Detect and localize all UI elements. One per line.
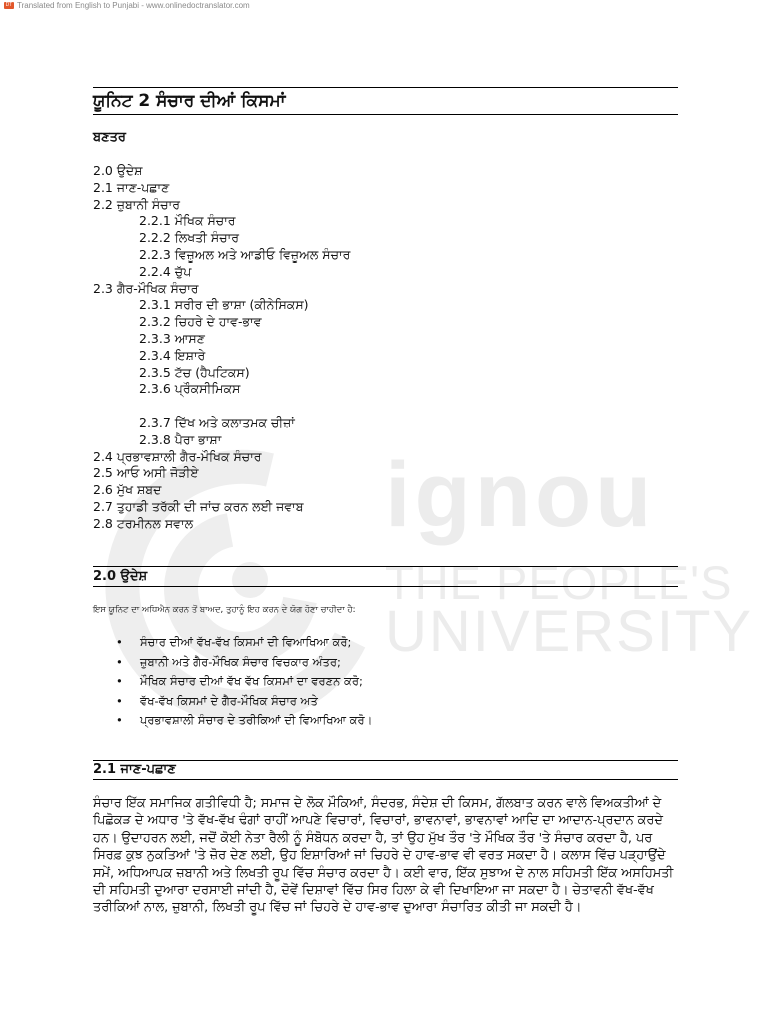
bullet-icon: • — [116, 693, 123, 708]
objectives-list-item — [116, 694, 372, 714]
objectives-list-item-text: ਜ਼ੁਬਾਨੀ ਅਤੇ ਗੈਰ-ਮੌਖਿਕ ਸੰਚਾਰ ਵਿਚਕਾਰ ਅੰਤਰ; — [140, 654, 341, 669]
toc-spacer — [93, 398, 350, 415]
objectives-list-item-text: ਵੱਖ-ਵੱਖ ਕਿਸਮਾਂ ਦੇ ਗੈਰ-ਮੌਖਿਕ ਸੰਚਾਰ ਅਤੇ — [140, 693, 318, 708]
toc-item: 2.0 ਉਦੇਸ਼ — [93, 163, 143, 178]
toc-item: 2.3 ਗੈਰ-ਮੌਖਿਕ ਸੰਚਾਰ — [93, 280, 199, 296]
toc-item: 2.7 ਤੁਹਾਡੀ ਤਰੱਕੀ ਦੀ ਜਾਂਚ ਕਰਨ ਲਈ ਜਵਾਬ — [93, 498, 304, 514]
objectives-heading: 2.0 ਉਦੇਸ਼ — [93, 569, 148, 584]
toc-item: 2.3.4 ਇਸ਼ਾਰੇ — [139, 347, 206, 363]
watermark-university-text: UNIVERSITY — [385, 599, 754, 664]
toc-item: 2.2.4 ਚੁੱਪ — [139, 263, 192, 279]
introduction-top-rule — [93, 760, 678, 761]
toc-item: 2.3.8 ਪੈਰਾ ਭਾਸ਼ਾ — [139, 431, 222, 447]
toc-item: 2.2.2 ਲਿਖਤੀ ਸੰਚਾਰ — [139, 230, 239, 246]
bullet-icon: • — [116, 654, 123, 669]
objectives-list-item — [116, 713, 372, 733]
watermark-ignou-text: ignou — [385, 444, 656, 546]
toc-item: 2.3.7 ਦਿੱਖ ਅਤੇ ਕਲਾਤਮਕ ਚੀਜ਼ਾਂ — [139, 414, 295, 430]
toc-item: 2.3.5 ਟੱਚ (ਹੈਪਟਿਕਸ) — [139, 364, 250, 380]
objectives-intro: ਇਸ ਯੂਨਿਟ ਦਾ ਅਧਿਐਨ ਕਰਨ ਤੋਂ ਬਾਅਦ, ਤੁਹਾਨੂੰ ਇਹ ਕਰਨ ਦੇ ਯੋਗ ਹੋਣਾ ਚਾਹੀਦਾ ਹੈ: — [93, 605, 356, 615]
title-top-rule — [93, 87, 678, 88]
bullet-icon: • — [116, 713, 123, 727]
page-title: ਯੂਨਿਟ 2 ਸੰਚਾਰ ਦੀਆਂ ਕਿਸਮਾਂ — [93, 91, 286, 111]
translator-banner-text: Translated from English to Punjabi - www.onlinedoctranslator.com — [17, 1, 250, 10]
toc-item: 2.3.3 ਆਸਣ — [139, 330, 205, 346]
toc-item: 2.3.1 ਸਰੀਰ ਦੀ ਭਾਸ਼ਾ (ਕੀਨੇਸਿਕਸ) — [139, 297, 309, 313]
introduction-paragraph: ਸੰਚਾਰ ਇੱਕ ਸਮਾਜਿਕ ਗਤੀਵਿਧੀ ਹੈ; ਸਮਾਜ ਦੇ ਲੋਕ ਮੌਕਿਆਂ, ਸੰਦਰਭ, ਸੰਦੇਸ਼ ਦੀ ਕਿਸਮ, ਗੱਲਬਾਤ ਕਰਨ ਵਾਲੇ ਵਿਅਕਤੀਆਂ ਦੇ ਪਿਛੋਕੜ ਦੇ ਅਧਾਰ 'ਤੇ ਵੱਖ-ਵੱਖ ਢੰਗਾਂ ਰਾਹੀਂ ਆਪਣੇ ਵਿਚਾਰਾਂ, ਵਿਚਾਰਾਂ, ਭਾਵਨਾਵਾਂ, ਭਾਵਨਾਵਾਂ ਆਦਿ ਦਾ ਆਦਾਨ-ਪ੍ਰਦਾਨ ਕਰਦੇ ਹਨ। ਉਦਾਹਰਨ ਲਈ, ਜਦੋਂ ਕੋਈ ਨੇਤਾ ਰੈਲੀ ਨੂੰ ਸੰਬੋਧਨ ਕਰਦਾ ਹੈ, ਤਾਂ ਉਹ ਮੁੱਖ ਤੌਰ 'ਤੇ ਮੌਖਿਕ ਤੌਰ 'ਤੇ ਸੰਚਾਰ ਕਰਦਾ ਹੈ, ਪਰ ਸਿਰਫ਼ ਕੁਝ ਨੁਕਤਿਆਂ 'ਤੇ ਜ਼ੋਰ ਦੇਣ ਲਈ, ਉਹ ਇਸ਼ਾਰਿਆਂ ਜਾਂ ਚਿਹਰੇ ਦੇ ਹਾਵ-ਭਾਵ ਵੀ ਵਰਤ ਸਕਦਾ ਹੈ। ਕਲਾਸ ਵਿੱਚ ਪੜ੍ਹਾਉਂਦੇ ਸਮੇਂ, ਅਧਿਆਪਕ ਜ਼ਬਾਨੀ ਅਤੇ ਲਿਖਤੀ ਰੂਪ ਵਿੱਚ ਸੰਚਾਰ ਕਰਦਾ ਹੈ। ਕਈ ਵਾਰ, ਇੱਕ ਸੁਝਾਅ ਦੇ ਨਾਲ ਸਹਿਮਤੀ ਇੱਕ ਅਸਹਿਮਤੀ ਦੀ ਸਹਿਮਤੀ ਦੁਆਰਾ ਦਰਸਾਈ ਜਾਂਦੀ ਹੈ, ਦੋਵੇਂ ਦਿਸ਼ਾਵਾਂ ਵਿੱਚ ਸਿਰ ਹਿਲਾ ਕੇ ਵੀ ਦਿਖਾਇਆ ਜਾ ਸਕਦਾ ਹੈ। ਚੇਤਾਵਨੀ ਵੱਖ-ਵੱਖ ਤਰੀਕਿਆਂ ਨਾਲ, ਜ਼ੁਬਾਨੀ, ਲਿਖਤੀ ਰੂਪ ਵਿੱਚ ਜਾਂ ਚਿਹਰੇ ਦੇ ਹਾਵ-ਭਾਵ ਦੁਆਰਾ ਸੰਚਾਰਿਤ ਕੀਤੀ ਜਾ ਸਕਦੀ ਹੈ। — [93, 796, 674, 916]
objectives-list — [116, 635, 372, 733]
objectives-list-item-text: ਮੌਖਿਕ ਸੰਚਾਰ ਦੀਆਂ ਵੱਖ ਵੱਖ ਕਿਸਮਾਂ ਦਾ ਵਰਣਨ ਕਰੋ; — [140, 674, 363, 688]
bullet-icon: • — [116, 674, 123, 688]
objectives-list-item — [116, 655, 372, 675]
objectives-list-item — [116, 674, 372, 694]
watermark-the-peoples-text: THE PEOPLE'S — [385, 556, 733, 609]
toc-item: 2.4 ਪ੍ਰਭਾਵਸ਼ਾਲੀ ਗੈਰ-ਮੌਖਿਕ ਸੰਚਾਰ — [93, 448, 262, 464]
toc-item: 2.2 ਜ਼ੁਬਾਨੀ ਸੰਚਾਰ — [93, 196, 181, 212]
translator-banner — [4, 0, 250, 11]
toc-item: 2.3.2 ਚਿਹਰੇ ਦੇ ਹਾਵ-ਭਾਵ — [139, 314, 262, 330]
toc-item: 2.5 ਆਓ ਅਸੀ ਜੋੜੀਏ — [93, 465, 199, 481]
introduction-heading: 2.1 ਜਾਣ-ਪਛਾਣ — [93, 762, 176, 777]
introduction-bottom-rule — [93, 779, 678, 780]
title-bottom-rule — [93, 114, 678, 115]
toc-item: 2.6 ਮੁੱਖ ਸ਼ਬਦ — [93, 482, 162, 498]
translator-logo-icon: DT — [5, 2, 13, 8]
toc-item: 2.2.1 ਮੌਖਿਕ ਸੰਚਾਰ — [139, 213, 236, 229]
bullet-icon: • — [116, 635, 123, 649]
structure-heading: ਬਣਤਰ — [93, 130, 126, 145]
objectives-bottom-rule — [93, 586, 678, 587]
objectives-list-item-text: ਪ੍ਰਭਾਵਸ਼ਾਲੀ ਸੰਚਾਰ ਦੇ ਤਰੀਕਿਆਂ ਦੀ ਵਿਆਖਿਆ ਕਰੋ। — [140, 713, 373, 727]
toc-item: 2.2.3 ਵਿਜ਼ੂਅਲ ਅਤੇ ਆਡੀਓ ਵਿਜ਼ੂਅਲ ਸੰਚਾਰ — [139, 246, 351, 262]
toc-item: 2.3.6 ਪ੍ਰੌਕਸੀਮਿਕਸ — [139, 381, 241, 397]
objectives-list-item — [116, 635, 372, 655]
table-of-contents — [93, 163, 350, 533]
toc-item: 2.1 ਜਾਣ-ਪਛਾਣ — [93, 179, 170, 195]
toc-item: 2.8 ਟਰਮੀਨਲ ਸਵਾਲ — [93, 515, 194, 531]
objectives-top-rule — [93, 566, 678, 567]
objectives-list-item-text: ਸੰਚਾਰ ਦੀਆਂ ਵੱਖ-ਵੱਖ ਕਿਸਮਾਂ ਦੀ ਵਿਆਖਿਆ ਕਰੋ; — [140, 635, 352, 649]
